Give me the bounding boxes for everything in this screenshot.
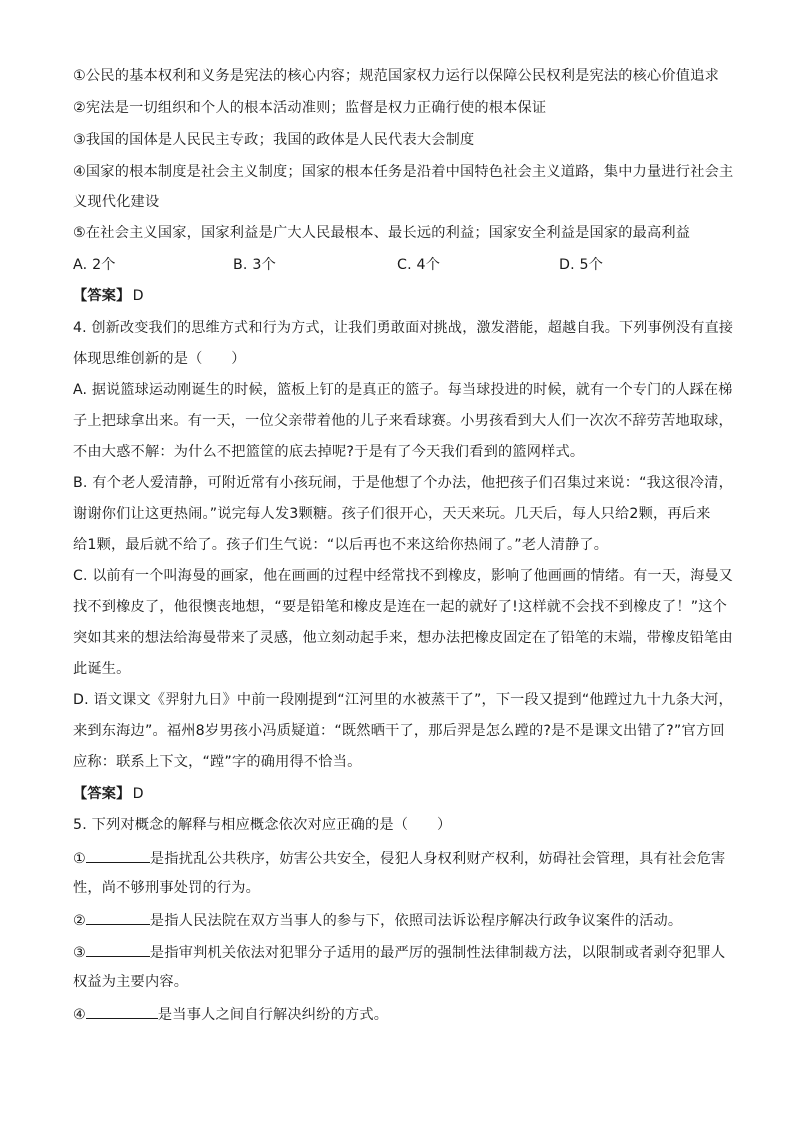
q3-statement-4b: 义现代化建设 <box>73 194 160 210</box>
q4-option-d-1: D. 语文课文《羿射九日》中前一段刚提到“江河里的水被蒸干了”，下一段又提到“他蹚过九十九条大河， <box>73 692 733 708</box>
q3-option-a: A. 2个 <box>73 257 116 273</box>
q4-option-c-2: 找不到橡皮了，他很懊丧地想，“要是铅笔和橡皮是连在一起的就好了!这样就不会找不到橡皮了！”这个 <box>73 599 728 615</box>
q5-item-4 <box>73 1003 733 1025</box>
q4-option-c-4: 此诞生。 <box>73 661 131 677</box>
q5-item-1-number: ① <box>73 851 86 867</box>
q5-item-4-blank <box>86 1003 158 1019</box>
q3-answer-label: 【答案】 <box>73 288 131 304</box>
q3-answer-value: D <box>132 288 144 304</box>
q5-item-3-text: 是指审判机关依法对犯罪分子适用的最严厉的强制性法律制裁方法，以限制或者剥夺犯罪人 <box>149 945 726 961</box>
q5-item-3-number: ③ <box>73 945 86 961</box>
q3-option-d: D. 5个 <box>559 257 604 273</box>
q5-item-1-blank <box>86 847 150 863</box>
q4-option-d-2: 来到东海边”。福州8岁男孩小冯质疑道：“既然晒干了，那后羿是怎么蹚的?是不是课文出错了?”官方回 <box>73 723 725 739</box>
q3-statement-4a: ④国家的根本制度是社会主义制度；国家的根本任务是沿着中国特色社会主义道路，集中力量进行社会主 <box>73 164 734 180</box>
q4-option-a-3: 不由大惑不解：为什么不把篮筐的底去掉呢?于是有了今天我们看到的篮网样式。 <box>73 444 585 460</box>
q3-statement-3: ③我国的国体是人民民主专政；我国的政体是人民代表大会制度 <box>73 132 475 148</box>
q5-item-3 <box>73 941 733 963</box>
q5-item-3-continuation: 权益为主要内容。 <box>73 974 189 990</box>
q5-item-2-text: 是指人民法院在双方当事人的参与下，依照司法诉讼程序解决行政争议案件的活动。 <box>149 913 683 929</box>
q5-item-4-text: 是当事人之间自行解决纠纷的方式。 <box>157 1007 389 1023</box>
q3-answer <box>73 286 733 306</box>
q4-option-b-3: 给1颗，最后就不给了。孩子们生气说：“以后再也不来这给你热闹了。”老人清静了。 <box>73 537 609 553</box>
q4-option-a-1: A. 据说篮球运动刚诞生的时候，篮板上钉的是真正的篮子。每当球投进的时候，就有一个专门的人踩在梯 <box>73 382 733 398</box>
q4-stem-2: 体现思维创新的是（ ） <box>73 351 246 367</box>
q3-statement-1: ①公民的基本权利和义务是宪法的核心内容；规范国家权力运行以保障公民权利是宪法的核心价值追求 <box>73 68 719 84</box>
q4-option-c-1: C. 以前有一个叫海曼的画家，他在画画的过程中经常找不到橡皮，影响了他画画的情绪。有一天，海曼又 <box>73 568 733 584</box>
q5-item-1-text: 是指扰乱公共秩序，妨害公共安全，侵犯人身权利财产权利，妨碍社会管理，具有社会危害 <box>149 851 726 867</box>
q5-stem: 5. 下列对概念的解释与相应概念依次对应正确的是（ ） <box>73 817 452 833</box>
q4-option-b-2: 谢谢你们让这更热闹。”说完每人发3颗糖。孩子们很开心，天天来玩。几天后，每人只给2颗，再后来 <box>73 506 711 522</box>
q4-answer-value: D <box>132 786 144 802</box>
q4-option-d-3: 应称：联系上下文，“蹚”字的确用得不恰当。 <box>73 754 362 770</box>
q4-option-c-3: 突如其来的想法给海曼带来了灵感，他立刻动起手来，想办法把橡皮固定在了铅笔的末端，带橡皮铅笔由 <box>73 630 733 646</box>
q4-option-a-2: 子上把球拿出来。有一天，一位父亲带着他的儿子来看球赛。小男孩看到大人们一次次不辞劳苦地取球， <box>73 413 733 429</box>
q3-statement-2: ②宪法是一切组织和个人的根本活动准则；监督是权力正确行使的根本保证 <box>73 100 547 116</box>
q4-answer <box>73 784 733 804</box>
q5-item-2 <box>73 909 733 931</box>
q5-item-1-continuation: 性，尚不够刑事处罚的行为。 <box>73 880 261 896</box>
q4-answer-label: 【答案】 <box>73 786 131 802</box>
q5-item-4-number: ④ <box>73 1007 86 1023</box>
q3-option-b: B. 3个 <box>233 257 276 273</box>
q4-option-b-1: B. 有个老人爱清静，可附近常有小孩玩闹，于是他想了个办法，他把孩子们召集过来说：“我这很冷清， <box>73 475 733 491</box>
q5-item-2-blank <box>86 909 150 925</box>
q4-stem-1: 4. 创新改变我们的思维方式和行为方式，让我们勇敢面对挑战，激发潜能，超越自我。下列事例没有直接 <box>73 320 734 336</box>
q5-item-2-number: ② <box>73 913 86 929</box>
q5-item-1 <box>73 847 733 869</box>
q3-option-c: C. 4个 <box>397 257 441 273</box>
q3-statement-5: ⑤在社会主义国家，国家利益是广大人民最根本、最长远的利益；国家安全利益是国家的最高利益 <box>73 225 691 241</box>
q5-item-3-blank <box>86 941 150 957</box>
